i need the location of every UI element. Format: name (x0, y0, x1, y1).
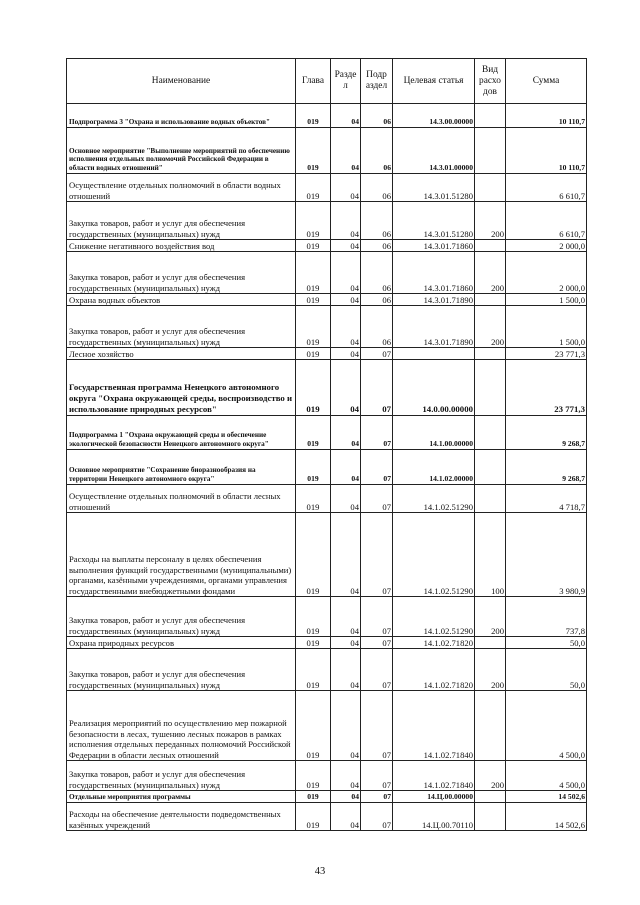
row-name: Подпрограмма 1 "Охрана окружающей среды и обеспечение экологической безопасности Ненецкого автономного округа" (67, 416, 296, 450)
row-name: Закупка товаров, работ и услуг для обеспечения государственных (муниципальных) нужд (67, 202, 296, 240)
row-glava: 019 (296, 202, 331, 240)
row-vid (475, 360, 506, 416)
row-name: Лесное хозяйство (67, 348, 296, 360)
row-podrazdel: 07 (361, 637, 393, 649)
row-tselevaya: 14.Ц.00.00000 (393, 791, 475, 803)
row-podrazdel: 06 (361, 252, 393, 294)
row-podrazdel: 07 (361, 360, 393, 416)
row-name: Отдельные мероприятия программы (67, 791, 296, 803)
row-razdel: 04 (331, 649, 361, 691)
row-razdel: 04 (331, 637, 361, 649)
row-summa: 6 610,7 (506, 202, 587, 240)
row-razdel: 04 (331, 691, 361, 761)
row-summa: 50,0 (506, 637, 587, 649)
table-row (67, 306, 587, 348)
row-podrazdel: 06 (361, 240, 393, 252)
row-name: Охрана водных объектов (67, 294, 296, 306)
row-glava: 019 (296, 306, 331, 348)
row-name: Подпрограмма 3 "Охрана и использование водных объектов" (67, 104, 296, 128)
row-vid (475, 450, 506, 485)
table-row (67, 416, 587, 450)
table-row (67, 803, 587, 831)
header-summa: Сумма (506, 59, 587, 104)
row-summa: 14 502,6 (506, 803, 587, 831)
row-summa: 3 980,9 (506, 513, 587, 597)
row-glava: 019 (296, 174, 331, 202)
page-number: 43 (314, 866, 326, 877)
row-vid: 100 (475, 513, 506, 597)
row-tselevaya: 14.0.00.00000 (393, 360, 475, 416)
header-tselevaya: Целевая статья (393, 59, 475, 104)
row-tselevaya: 14.1.02.71840 (393, 691, 475, 761)
row-name: Основное мероприятие "Сохранение биоразнообразия на территории Ненецкого автономного округа" (67, 450, 296, 485)
row-podrazdel: 06 (361, 202, 393, 240)
table-row (67, 691, 587, 761)
row-name: Реализация мероприятий по осуществлению мер пожарной безопасности в лесах, тушению лесных пожаров в рамках исполнения отдельных переданных полномочий Российской Федерации в области лесных отношений (67, 691, 296, 761)
row-glava: 019 (296, 360, 331, 416)
row-vid (475, 485, 506, 513)
row-podrazdel: 07 (361, 485, 393, 513)
row-razdel: 04 (331, 360, 361, 416)
row-glava: 019 (296, 128, 331, 174)
row-name: Закупка товаров, работ и услуг для обеспечения государственных (муниципальных) нужд (67, 597, 296, 637)
row-podrazdel: 07 (361, 691, 393, 761)
row-name: Закупка товаров, работ и услуг для обеспечения государственных (муниципальных) нужд (67, 649, 296, 691)
row-tselevaya: 14.3.01.71860 (393, 252, 475, 294)
row-vid: 200 (475, 649, 506, 691)
row-podrazdel: 07 (361, 803, 393, 831)
row-razdel: 04 (331, 202, 361, 240)
row-razdel: 04 (331, 450, 361, 485)
row-summa: 23 771,3 (506, 348, 587, 360)
row-summa: 4 718,7 (506, 485, 587, 513)
row-tselevaya: 14.1.02.71840 (393, 761, 475, 791)
row-podrazdel: 07 (361, 513, 393, 597)
table-row (67, 252, 587, 294)
row-razdel: 04 (331, 597, 361, 637)
table-header-row (67, 59, 587, 104)
row-summa: 1 500,0 (506, 306, 587, 348)
row-summa: 4 500,0 (506, 761, 587, 791)
row-podrazdel: 06 (361, 294, 393, 306)
header-razdel: Разде л (331, 59, 361, 104)
header-vid: Вид расхо дов (475, 59, 506, 104)
row-podrazdel: 07 (361, 450, 393, 485)
row-name: Закупка товаров, работ и услуг для обеспечения государственных (муниципальных) нужд (67, 306, 296, 348)
row-summa: 2 000,0 (506, 240, 587, 252)
row-summa: 737,8 (506, 597, 587, 637)
row-podrazdel: 07 (361, 791, 393, 803)
row-vid: 200 (475, 252, 506, 294)
row-podrazdel: 06 (361, 128, 393, 174)
table-row (67, 761, 587, 791)
row-summa: 9 268,7 (506, 450, 587, 485)
row-glava: 019 (296, 294, 331, 306)
row-vid (475, 637, 506, 649)
row-tselevaya: 14.3.01.51280 (393, 174, 475, 202)
row-name: Основное мероприятие "Выполнение мероприятий по обеспечению исполнения отдельных полномочий Российской Федерации в области водных отношений" (67, 128, 296, 174)
table-row (67, 104, 587, 128)
row-glava: 019 (296, 450, 331, 485)
table-row (67, 485, 587, 513)
row-podrazdel: 07 (361, 416, 393, 450)
row-tselevaya: 14.1.02.71820 (393, 637, 475, 649)
table-row (67, 360, 587, 416)
row-glava: 019 (296, 252, 331, 294)
row-vid (475, 791, 506, 803)
row-podrazdel: 07 (361, 348, 393, 360)
row-razdel: 04 (331, 240, 361, 252)
row-summa: 10 110,7 (506, 128, 587, 174)
row-name: Расходы на выплаты персоналу в целях обеспечения выполнения функций государственными (муниципальными) органами, казёнными учреждениями, органами управления государственными внебюджетными фондами (67, 513, 296, 597)
row-tselevaya: 14.Ц.00.70110 (393, 803, 475, 831)
row-razdel: 04 (331, 416, 361, 450)
row-name: Снижение негативного воздействия вод (67, 240, 296, 252)
row-razdel: 04 (331, 294, 361, 306)
table-row (67, 637, 587, 649)
row-razdel: 04 (331, 513, 361, 597)
row-razdel: 04 (331, 791, 361, 803)
row-glava: 019 (296, 416, 331, 450)
row-tselevaya: 14.1.02.51290 (393, 485, 475, 513)
row-vid (475, 691, 506, 761)
row-vid (475, 240, 506, 252)
row-vid (475, 348, 506, 360)
row-summa: 6 610,7 (506, 174, 587, 202)
row-glava: 019 (296, 637, 331, 649)
row-glava: 019 (296, 104, 331, 128)
table-row (67, 202, 587, 240)
row-razdel: 04 (331, 128, 361, 174)
row-vid: 200 (475, 202, 506, 240)
row-glava: 019 (296, 791, 331, 803)
row-summa: 1 500,0 (506, 294, 587, 306)
row-vid: 200 (475, 597, 506, 637)
table-row (67, 513, 587, 597)
row-podrazdel: 07 (361, 649, 393, 691)
table-row (67, 450, 587, 485)
row-summa: 9 268,7 (506, 416, 587, 450)
row-razdel: 04 (331, 485, 361, 513)
row-glava: 019 (296, 513, 331, 597)
table-row (67, 174, 587, 202)
row-tselevaya: 14.1.02.51290 (393, 513, 475, 597)
row-tselevaya (393, 348, 475, 360)
header-podrazdel: Подр аздел (361, 59, 393, 104)
row-vid (475, 104, 506, 128)
table-row (67, 294, 587, 306)
row-glava: 019 (296, 240, 331, 252)
row-podrazdel: 06 (361, 174, 393, 202)
row-name: Закупка товаров, работ и услуг для обеспечения государственных (муниципальных) нужд (67, 761, 296, 791)
row-glava: 019 (296, 348, 331, 360)
row-tselevaya: 14.3.01.71890 (393, 294, 475, 306)
row-vid (475, 803, 506, 831)
row-summa: 23 771,3 (506, 360, 587, 416)
row-summa: 10 110,7 (506, 104, 587, 128)
row-glava: 019 (296, 597, 331, 637)
row-podrazdel: 06 (361, 306, 393, 348)
row-glava: 019 (296, 691, 331, 761)
row-tselevaya: 14.3.01.71890 (393, 306, 475, 348)
row-summa: 14 502,6 (506, 791, 587, 803)
row-glava: 019 (296, 761, 331, 791)
row-razdel: 04 (331, 348, 361, 360)
row-summa: 4 500,0 (506, 691, 587, 761)
row-razdel: 04 (331, 306, 361, 348)
row-podrazdel: 07 (361, 597, 393, 637)
row-name: Расходы на обеспечение деятельности подведомственных казённых учреждений (67, 803, 296, 831)
row-vid (475, 174, 506, 202)
row-vid (475, 128, 506, 174)
row-tselevaya: 14.1.02.51290 (393, 597, 475, 637)
row-summa: 50,0 (506, 649, 587, 691)
row-tselevaya: 14.3.01.71860 (393, 240, 475, 252)
row-razdel: 04 (331, 761, 361, 791)
row-name: Осуществление отдельных полномочий в области водных отношений (67, 174, 296, 202)
table-row (67, 649, 587, 691)
row-summa: 2 000,0 (506, 252, 587, 294)
row-tselevaya: 14.3.01.00000 (393, 128, 475, 174)
row-tselevaya: 14.3.00.00000 (393, 104, 475, 128)
header-glava: Глава (296, 59, 331, 104)
row-glava: 019 (296, 803, 331, 831)
row-tselevaya: 14.1.00.00000 (393, 416, 475, 450)
row-name: Закупка товаров, работ и услуг для обеспечения государственных (муниципальных) нужд (67, 252, 296, 294)
row-razdel: 04 (331, 174, 361, 202)
row-vid: 200 (475, 761, 506, 791)
row-razdel: 04 (331, 252, 361, 294)
row-vid (475, 416, 506, 450)
row-name: Охрана природных ресурсов (67, 637, 296, 649)
header-name: Наименование (67, 59, 296, 104)
table-row (67, 791, 587, 803)
row-vid (475, 294, 506, 306)
row-podrazdel: 06 (361, 104, 393, 128)
row-glava: 019 (296, 649, 331, 691)
row-tselevaya: 14.1.02.00000 (393, 450, 475, 485)
table-row (67, 597, 587, 637)
row-razdel: 04 (331, 104, 361, 128)
table-row (67, 348, 587, 360)
row-podrazdel: 07 (361, 761, 393, 791)
row-tselevaya: 14.1.02.71820 (393, 649, 475, 691)
row-razdel: 04 (331, 803, 361, 831)
row-name: Осуществление отдельных полномочий в области лесных отношений (67, 485, 296, 513)
row-tselevaya: 14.3.01.51280 (393, 202, 475, 240)
budget-table (66, 58, 587, 831)
row-vid: 200 (475, 306, 506, 348)
row-name: Государственная программа Ненецкого автономного округа "Охрана окружающей среды, воспроизводство и использование природных ресурсов" (67, 360, 296, 416)
table-row (67, 240, 587, 252)
table-row (67, 128, 587, 174)
row-glava: 019 (296, 485, 331, 513)
